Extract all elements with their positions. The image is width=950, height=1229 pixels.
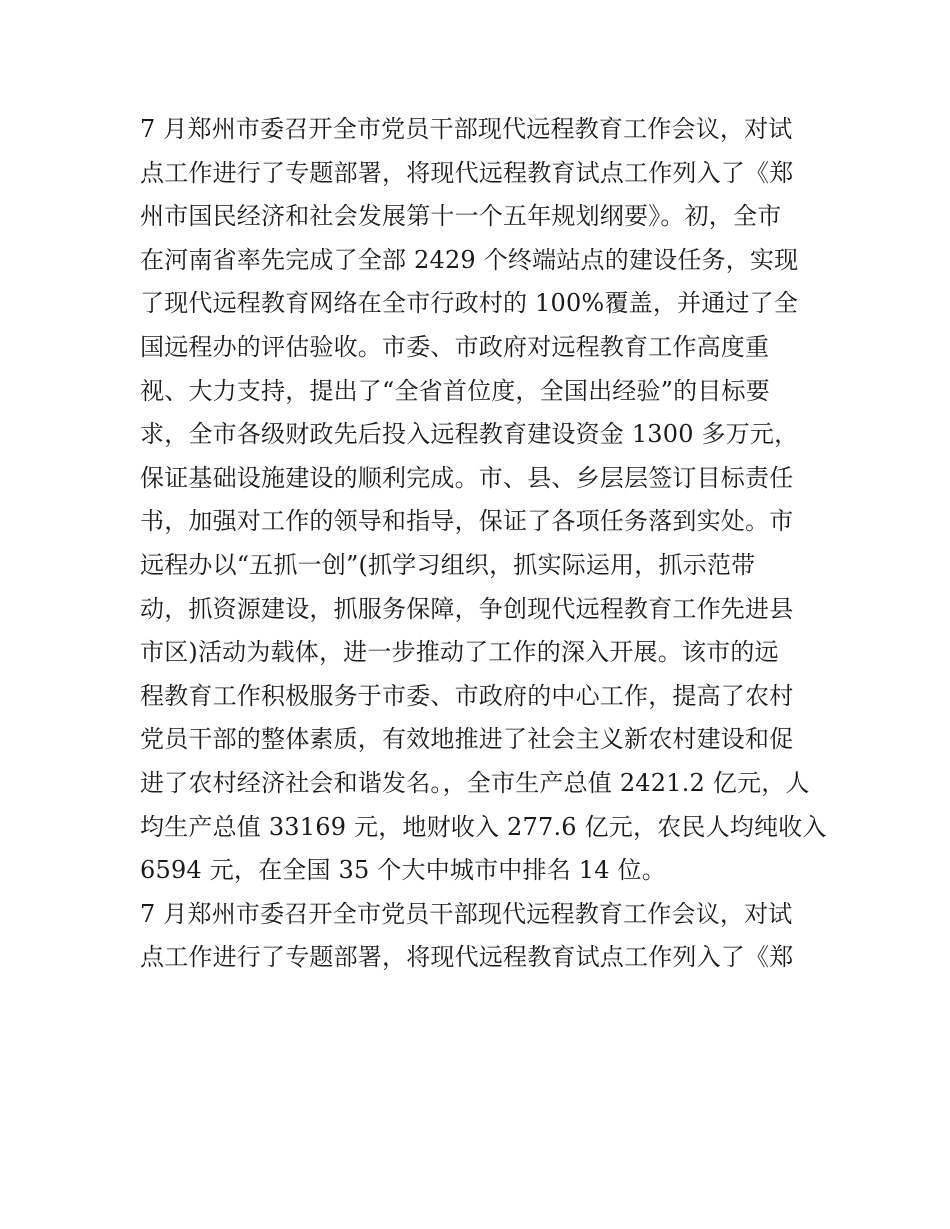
text-line: 保证基础设施建设的顺利完成。市、县、乡层层签订目标责任 <box>140 463 794 492</box>
text-line: 程教育工作积极服务于市委、市政府的中心工作，提高了农村 <box>140 681 794 710</box>
text-line: 7 月郑州市委召开全市党员干部现代远程教育工作会议，对试 <box>140 115 793 143</box>
text-line: 远程办以“五抓一创”(抓学习组织，抓实际运用，抓示范带 <box>140 550 756 579</box>
text-line: 进了农村经济社会和谐发名。，全市生产总值 2421.2 亿元，人 <box>140 768 810 797</box>
text-line: 动，抓资源建设，抓服务保障，争创现代远程教育工作先进县 <box>140 594 794 623</box>
text-line: 点工作进行了专题部署，将现代远程教育试点工作列入了《郑 <box>140 158 794 187</box>
text-line: 书，加强对工作的领导和指导，保证了各项任务落到实处。市 <box>140 507 794 536</box>
text-line: 了现代远程教育网络在全市行政村的 100%覆盖，并通过了全 <box>140 289 799 318</box>
text-line: 在河南省率先完成了全部 2429 个终端站点的建设任务，实现 <box>140 245 799 274</box>
text-line: 州市国民经济和社会发展第十一个五年规划纲要》。初，全市 <box>140 202 782 231</box>
document-body <box>140 108 827 980</box>
text-line: 7 月郑州市委召开全市党员干部现代远程教育工作会议，对试 <box>140 899 793 928</box>
text-line: 党员干部的整体素质，有效地推进了社会主义新农村建设和促 <box>140 725 794 754</box>
text-line: 6594 元，在全国 35 个大中城市中排名 14 位。 <box>140 856 666 885</box>
text-line: 点工作进行了专题部署，将现代远程教育试点工作列入了《郑 <box>140 943 794 972</box>
text-line: 视、大力支持，提出了“全省首位度，全国出经验”的目标要 <box>140 376 770 405</box>
text-line: 均生产总值 33169 元，地财收入 277.6 亿元，农民人均纯收入 <box>140 812 827 841</box>
text-line: 国远程办的评估验收。市委、市政府对远程教育工作高度重 <box>140 332 770 361</box>
text-line: 求，全市各级财政先后投入远程教育建设资金 1300 多万元， <box>140 420 799 449</box>
text-line: 市区)活动为载体，进一步推动了工作的深入开展。该市的远 <box>140 638 779 667</box>
